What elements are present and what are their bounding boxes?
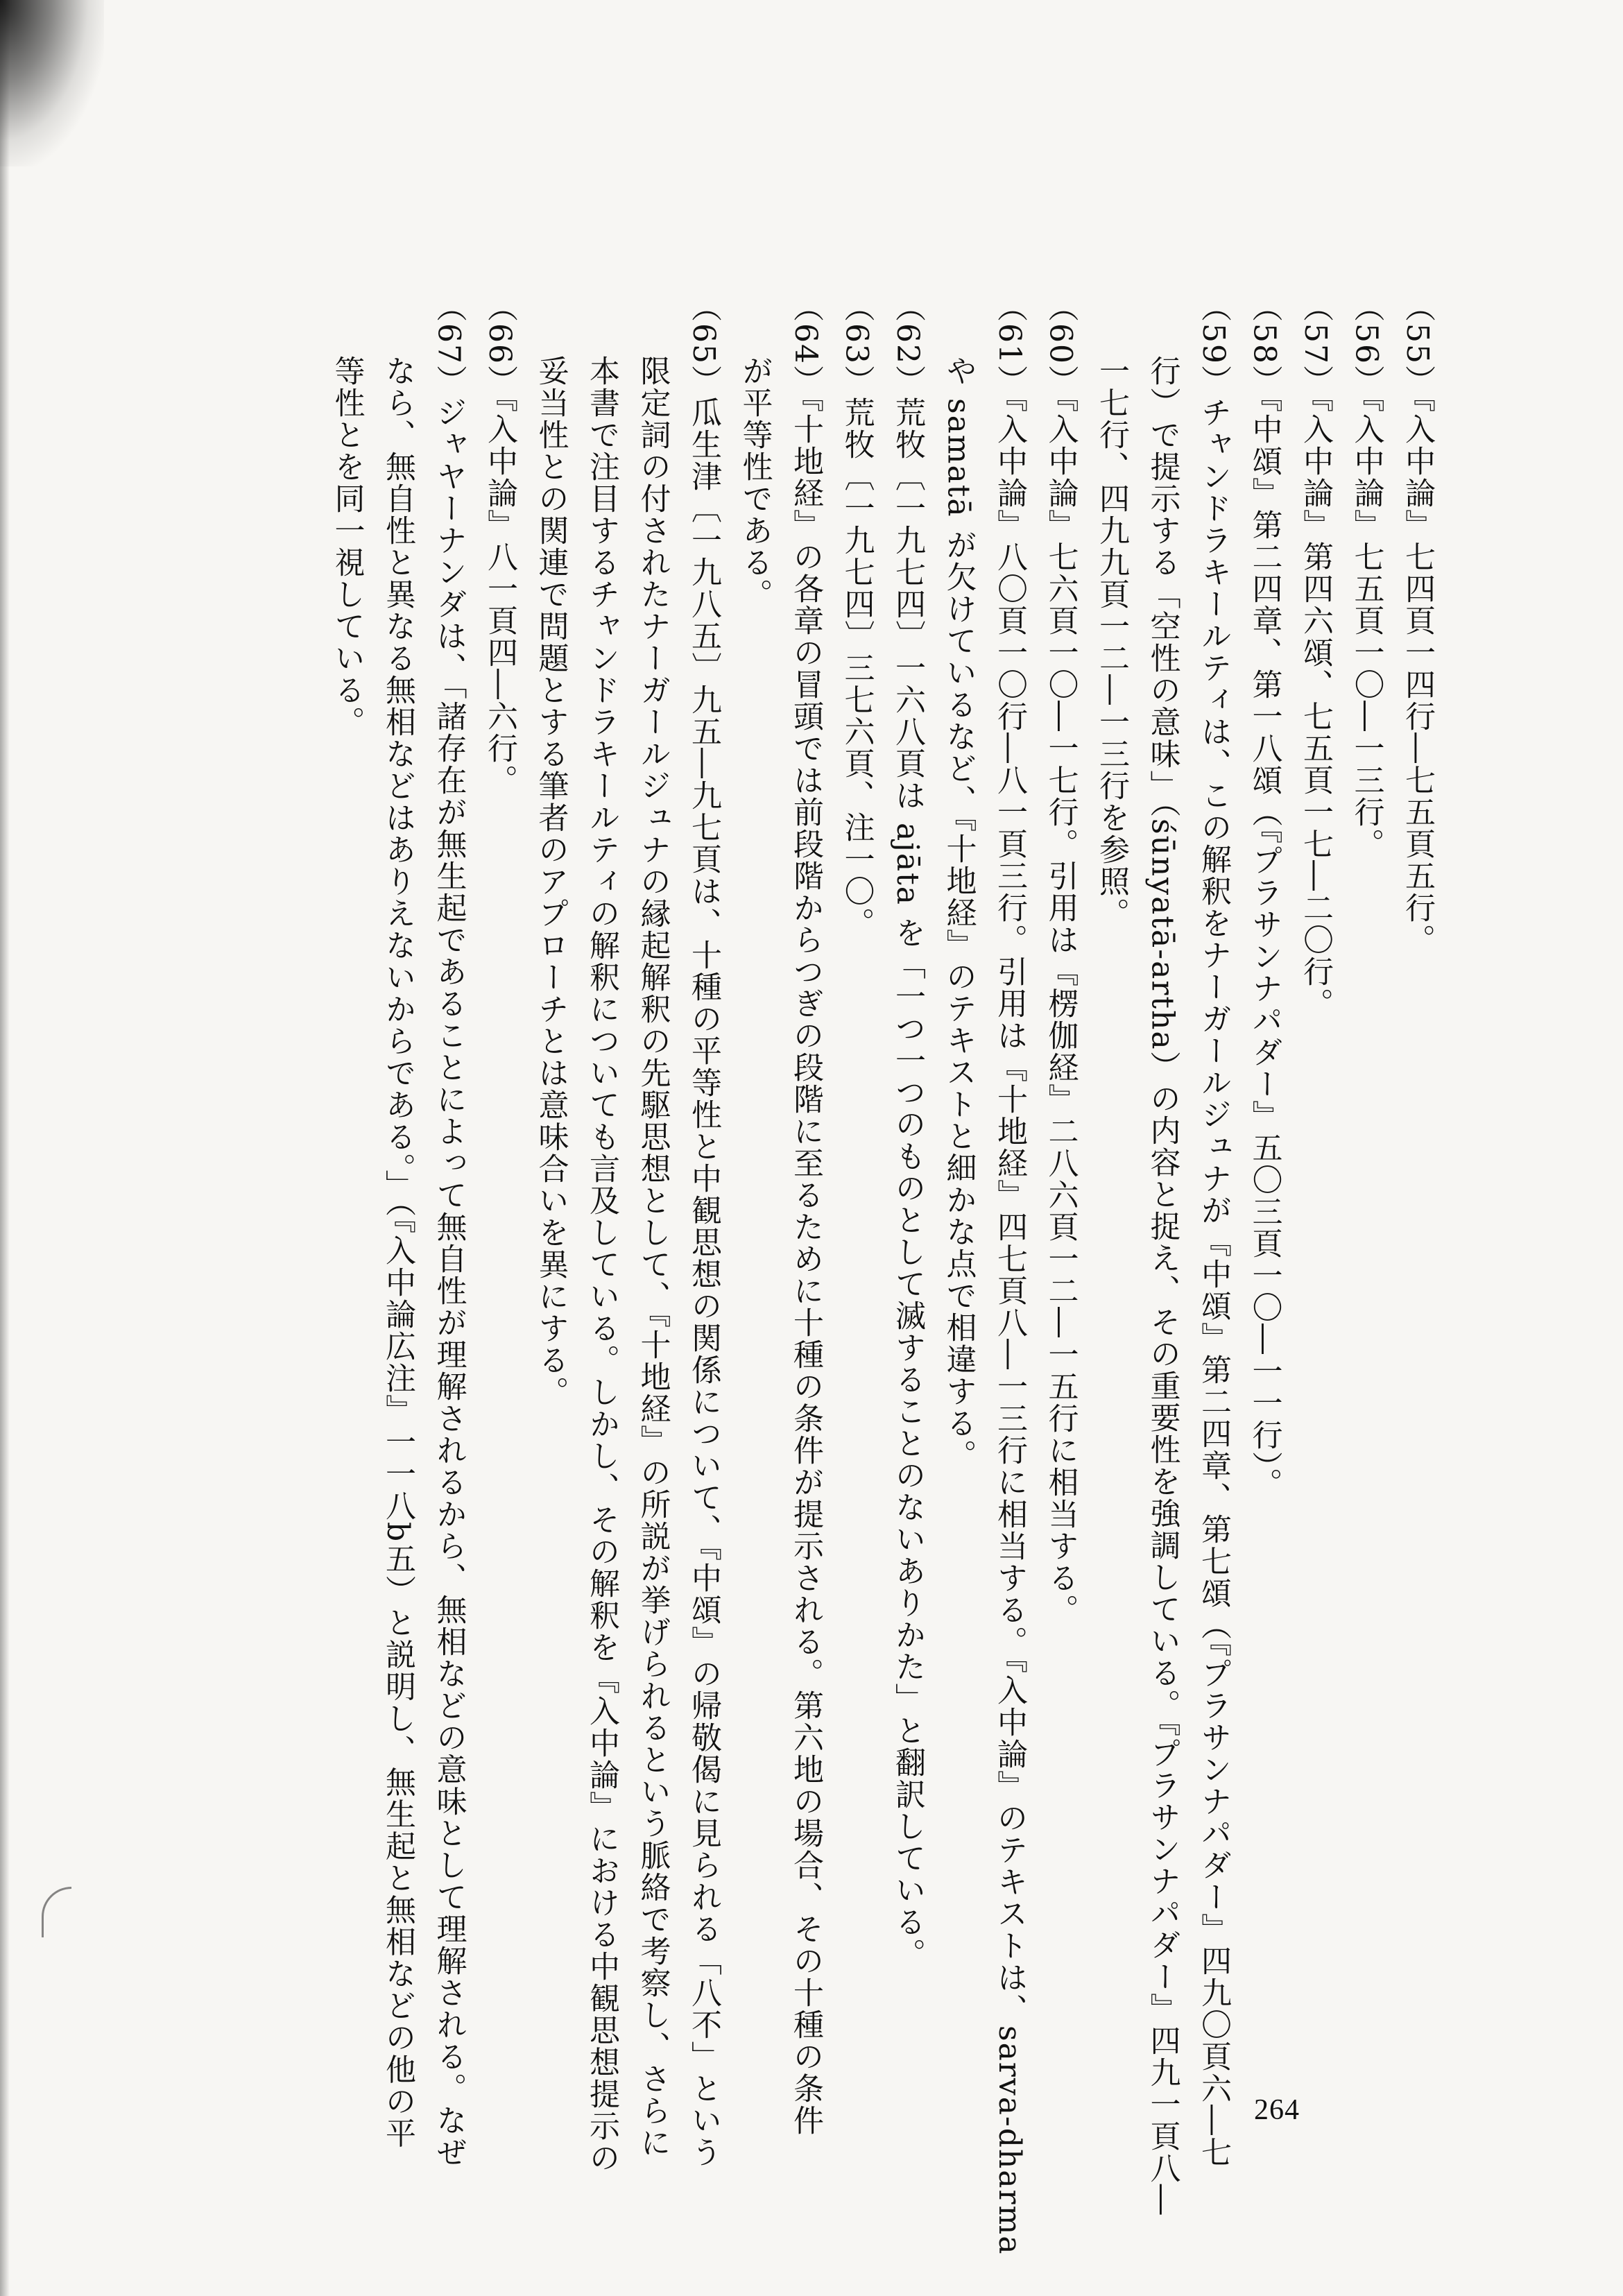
note-line: が平等性である。	[737, 291, 773, 610]
note-line: なら、無自性と異なる無相などはありえないからである。」（『入中論広注』一一八b五）と説明し、無生起と無相などの他の平	[380, 291, 415, 2150]
note-line: （60）『入中論』七六頁一〇―一七行。引用は『楞伽経』二八六頁一二―一五行に相当する。	[1042, 291, 1079, 1626]
note-line: （61）『入中論』八〇頁一〇行―八一頁三行。引用は『十地経』四七頁八―一三行に相当する。『入中論』のテキストは、sarva-dharma	[992, 291, 1027, 2256]
note-line: （57）『入中論』第四六頌、七五頁一七―二〇行。	[1298, 291, 1333, 1020]
note-line: （58）『中頌』第二四章、第一八頌（『プラサンナパダー』五〇三頁一〇―一一行）。	[1246, 291, 1282, 1500]
note-line: （65）瓜生津〔一九八五〕九五―九七頁は、十種の平等性と中観思想の関係について、『中頌』の帰敬偈に見られる「八不」という	[686, 291, 721, 2168]
note-line: （67）ジャヤーナンダは、「諸存在が無生起であることによって無自性が理解されるから、無相などの意味として理解される。なぜ	[431, 291, 467, 2168]
note-line: 本書で注目するチャンドラキールティの解釈についても言及している。しかし、その解釈を『入中論』における中観思想提示の	[584, 291, 619, 2174]
note-line: （64）『十地経』の各章の冒頭では前段階からつぎの段階に至るために十種の条件が提示される。第六地の場合、その十種の条件	[788, 291, 823, 2136]
note-line: （66）『入中論』八一頁四―六行。	[482, 291, 517, 796]
note-line: 等性とを同一視している。	[329, 291, 365, 738]
note-line: （55）『入中論』七四頁一四行―七五頁五行。	[1400, 291, 1435, 956]
note-line: （63）荒牧〔一九七四〕三七六頁、注一〇。	[839, 291, 875, 939]
pencil-mark	[42, 1887, 71, 1937]
note-line: （59）チャンドラキールティは、この解釈をナーガールジュナが『中頌』第二四章、第七頌（『プラサンナパダー』四九〇頁六―七	[1196, 291, 1231, 2168]
note-line: 行）で提示する「空性の意味」（śūnyatā-artha）の内容と捉え、その重要性を強調している。『プラサンナパダー』四九一頁八―	[1144, 291, 1180, 2216]
note-line: （56）『入中論』七五頁一〇―一三行。	[1348, 291, 1384, 860]
note-line: や samatā が欠けているなど、『十地経』のテキストと細かな点で相違する。	[941, 291, 977, 1471]
note-line: 一七行、四九九頁一二―一三行を参照。	[1094, 291, 1129, 929]
scan-shadow-strip	[0, 0, 10, 2296]
note-line: （62）荒牧〔一九七四〕一六八頁は ajāta を「一つ一つのものとして滅することのないありかた」と翻訳している。	[890, 291, 925, 1970]
note-line: 妥当性との関連で問題とする筆者のアプローチとは意味合いを異にする。	[533, 291, 569, 1408]
scan-corner-shadow	[0, 0, 104, 166]
page-number: 264	[1254, 2094, 1300, 2126]
note-line: 限定詞の付されたナーガールジュナの縁起解釈の先駆思想として、『十地経』の所説が挙げられるという脈絡で考察し、さらに	[635, 291, 671, 2159]
